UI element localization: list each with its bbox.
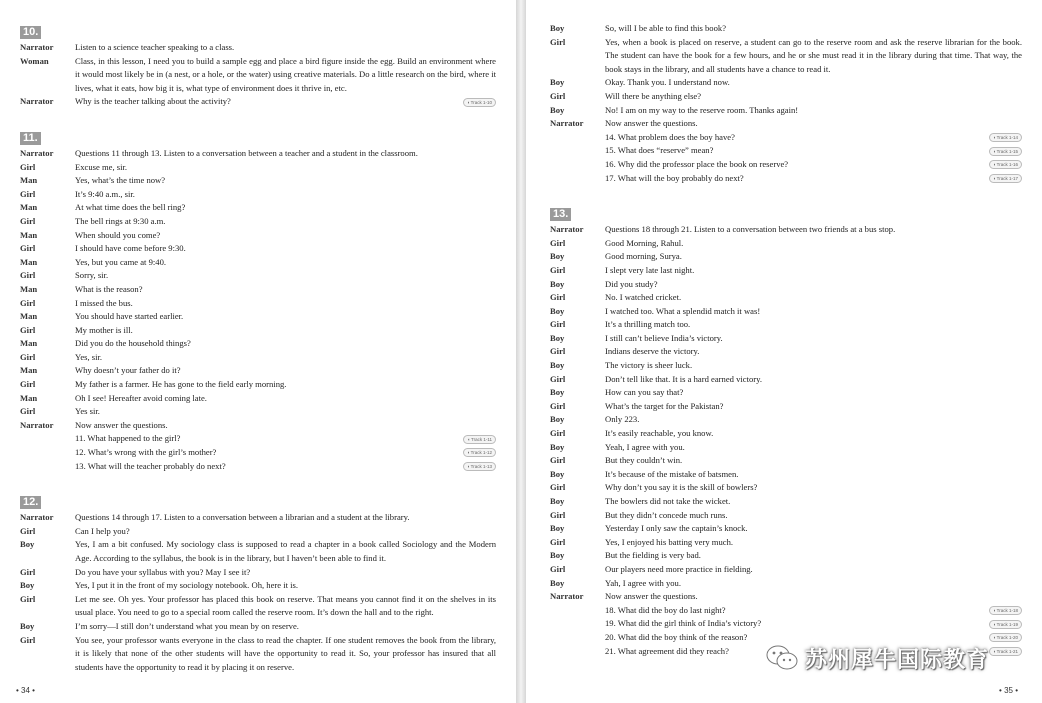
dialogue-text: Yes, sir. — [75, 351, 103, 362]
dialogue-text: No. I watched cricket. — [605, 292, 682, 303]
speaker-label: Narrator — [20, 512, 54, 523]
dialogue-line — [550, 22, 1022, 36]
speaker-label: Girl — [550, 509, 566, 520]
dialogue-line — [550, 577, 1022, 591]
question-text: 19. What did the girl think of India’s victory? — [605, 618, 762, 629]
speaker-label: Man — [20, 202, 38, 213]
speaker-label: Narrator — [20, 96, 54, 107]
speaker-label: Girl — [20, 188, 36, 199]
speaker-label: Girl — [550, 563, 566, 574]
speaker-label: Girl — [550, 90, 566, 101]
speaker-label: Boy — [550, 550, 565, 561]
speaker-label: Girl — [20, 215, 36, 226]
speaker-label: Boy — [550, 441, 565, 452]
dialogue-text: It’s a thrilling match too. — [605, 319, 691, 330]
track-label: Track 1-11 — [470, 436, 492, 442]
question-item — [550, 144, 1022, 158]
transcript-section — [20, 128, 496, 473]
track-badge — [989, 606, 1022, 615]
speaker-label: Man — [20, 338, 38, 349]
dialogue-line — [20, 256, 496, 270]
dialogue-line — [550, 237, 1022, 251]
dialogue-text: But they couldn’t win. — [605, 455, 683, 466]
dialogue-text: Sorry, sir. — [75, 270, 109, 281]
dialogue-line — [20, 364, 496, 378]
dialogue-line — [20, 419, 496, 433]
dialogue-text: I watched too. What a splendid match it was! — [605, 305, 761, 316]
dialogue-line — [20, 310, 496, 324]
dialogue-line — [20, 242, 496, 256]
dialogue-text: I’m sorry—I still don’t understand what you mean by on reserve. — [75, 620, 299, 631]
track-label: Track 1-17 — [996, 175, 1018, 181]
dialogue-text: No! I am on my way to the reserve room. Thanks again! — [605, 104, 799, 115]
dialogue-text: Why doesn’t your father do it? — [75, 365, 181, 376]
dialogue-text: You see, your professor wants everyone in the class to read the chapter. If one student removes the book from the library, it is likely that none of the other students will have the opportunity to read it. So, your professor has insured that all students have the opportunity to read it by placing it on reserve. — [75, 634, 496, 672]
question-text: 16. Why did the professor place the book on reserve? — [605, 158, 789, 169]
speaker-label: Boy — [550, 414, 565, 425]
section-number: 10. — [20, 26, 41, 39]
speaker-label: Girl — [20, 566, 36, 577]
dialogue-text: It’s easily reachable, you know. — [605, 428, 714, 439]
speaker-label: Man — [20, 283, 38, 294]
speaker-label: Boy — [550, 360, 565, 371]
dialogue-line — [20, 620, 496, 634]
audio-icon: ◖ — [992, 648, 996, 654]
dialogue-line — [550, 117, 1022, 131]
speaker-label: Boy — [550, 77, 565, 88]
dialogue-line — [550, 90, 1022, 104]
question-text: 12. What’s wrong with the girl’s mother? — [75, 447, 217, 458]
dialogue-text: What is the reason? — [75, 283, 143, 294]
track-badge — [989, 620, 1022, 629]
dialogue-line — [20, 147, 496, 161]
dialogue-line — [20, 525, 496, 539]
speaker-label: Man — [20, 256, 38, 267]
right-sections — [550, 22, 1022, 658]
speaker-label: Girl — [20, 525, 36, 536]
dialogue-text: The victory is sheer luck. — [605, 360, 693, 371]
page-number: • 35 • — [999, 686, 1018, 695]
track-badge — [989, 133, 1022, 142]
dialogue-line — [550, 522, 1022, 536]
question-item — [550, 158, 1022, 172]
watermark-text: 苏州犀牛国际教育 — [805, 647, 990, 673]
dialogue-line — [20, 634, 496, 675]
dialogue-text: Our players need more practice in fielding. — [605, 563, 753, 574]
left-sections — [20, 22, 496, 674]
dialogue-line — [20, 593, 496, 620]
dialogue-line — [550, 305, 1022, 319]
dialogue-line — [550, 223, 1022, 237]
speaker-label: Girl — [20, 297, 36, 308]
dialogue-line — [20, 41, 496, 55]
dialogue-line — [550, 427, 1022, 441]
audio-icon: ◖ — [992, 148, 996, 154]
speaker-label: Boy — [550, 387, 565, 398]
dialogue-text: When should you come? — [75, 229, 161, 240]
dialogue-line — [20, 215, 496, 229]
track-label: Track 1-16 — [996, 162, 1018, 168]
dialogue-line — [550, 250, 1022, 264]
question-text: 11. What happened to the girl? — [75, 433, 181, 444]
question-item — [20, 446, 496, 460]
track-badge — [989, 647, 1022, 656]
speaker-label: Boy — [20, 620, 35, 631]
dialogue-text: Yesterday I only saw the captain’s knock. — [605, 523, 748, 534]
dialogue-text: My father is a farmer. He has gone to the field early morning. — [75, 379, 287, 390]
speaker-label: Girl — [20, 379, 36, 390]
dialogue-text: It’s because of the mistake of batsmen. — [605, 468, 739, 479]
dialogue-text: Yes sir. — [75, 406, 100, 417]
speaker-label: Boy — [550, 104, 565, 115]
dialogue-line — [20, 201, 496, 215]
dialogue-line — [550, 278, 1022, 292]
dialogue-line — [20, 566, 496, 580]
section-number: 11. — [20, 132, 41, 145]
dialogue-line — [20, 538, 496, 565]
speaker-label: Man — [20, 175, 38, 186]
track-badge — [989, 147, 1022, 156]
dialogue-line — [20, 579, 496, 593]
question-text: 15. What does “reserve” mean? — [605, 145, 714, 156]
audio-icon: ◖ — [992, 621, 996, 627]
speaker-label: Narrator — [20, 42, 54, 52]
speaker-label: Girl — [550, 428, 566, 439]
speaker-label: Girl — [20, 593, 36, 604]
question-item — [550, 617, 1022, 631]
speaker-label: Girl — [20, 243, 36, 254]
dialogue-text: Yes, what’s the time now? — [75, 175, 166, 186]
speaker-label: Narrator — [20, 147, 54, 158]
speaker-label: Girl — [550, 346, 566, 357]
track-label: Track 1-10 — [470, 99, 492, 105]
dialogue-text: I missed the bus. — [75, 297, 133, 308]
dialogue-text: Yes, I put it in the front of my sociology notebook. Oh, here it is. — [75, 580, 299, 591]
speaker-label: Girl — [20, 324, 36, 335]
left-page — [0, 0, 516, 703]
audio-icon: ◖ — [466, 450, 470, 456]
dialogue-line — [550, 76, 1022, 90]
speaker-label: Girl — [550, 237, 566, 248]
track-badge — [463, 435, 496, 444]
dialogue-text: Yes, I am a bit confused. My sociology class is supposed to read a chapter in a book called Sociology and the Modern Age. According to the syllabus, the book is in the library, but I haven’t been able to find it. — [75, 539, 496, 563]
speaker-label: Girl — [20, 634, 36, 645]
dialogue-line — [550, 36, 1022, 77]
speaker-label: Boy — [550, 332, 565, 343]
dialogue-text: Yeah, I agree with you. — [605, 441, 685, 452]
track-badge — [989, 160, 1022, 169]
dialogue-text: I still can’t believe India’s victory. — [605, 332, 723, 343]
dialogue-line — [20, 174, 496, 188]
speaker-label: Man — [20, 311, 38, 322]
speaker-label: Girl — [550, 373, 566, 384]
dialogue-text: Will there be anything else? — [605, 90, 702, 101]
speaker-label: Boy — [20, 580, 35, 591]
dialogue-line — [550, 373, 1022, 387]
dialogue-text: Now answer the questions. — [75, 419, 168, 430]
audio-icon: ◖ — [992, 135, 996, 141]
dialogue-text: Listen to a science teacher speaking to a class. — [75, 42, 235, 52]
section-number: 12. — [20, 496, 41, 509]
dialogue-line — [20, 405, 496, 419]
page-number: • 34 • — [16, 686, 35, 695]
audio-icon: ◖ — [992, 608, 996, 614]
dialogue-text: Excuse me, sir. — [75, 161, 128, 172]
dialogue-line — [20, 337, 496, 351]
dialogue-line — [550, 549, 1022, 563]
speaker-label: Boy — [550, 23, 565, 33]
track-label: Track 1-20 — [996, 635, 1018, 641]
speaker-label: Girl — [550, 36, 566, 47]
dialogue-line — [20, 269, 496, 283]
track-label: Track 1-19 — [996, 621, 1018, 627]
dialogue-text: Questions 14 through 17. Listen to a conversation between a librarian and a student at the library. — [75, 512, 410, 523]
dialogue-line — [550, 441, 1022, 455]
dialogue-line — [20, 229, 496, 243]
question-item — [550, 172, 1022, 186]
transcript-section — [550, 22, 1022, 185]
speaker-label: Girl — [550, 482, 566, 493]
speaker-label: Girl — [550, 400, 566, 411]
speaker-label: Girl — [550, 319, 566, 330]
dialogue-text: Questions 18 through 21. Listen to a conversation between two friends at a bus stop. — [605, 224, 896, 235]
speaker-label: Boy — [20, 539, 35, 550]
dialogue-line — [550, 332, 1022, 346]
dialogue-line — [20, 351, 496, 365]
audio-icon: ◖ — [466, 99, 470, 105]
dialogue-text: Yah, I agree with you. — [605, 577, 681, 588]
dialogue-line — [550, 536, 1022, 550]
speaker-label: Narrator — [20, 419, 54, 430]
speaker-label: Boy — [550, 305, 565, 316]
dialogue-text: Yes, when a book is placed on reserve, a student can go to the reserve room and ask the reserve librarian for the book. The student can have the book for a few hours, and he or she must read it in the library during that time. That way, the book stays in the library, and all students have a chance to read it. — [605, 36, 1022, 74]
track-badge — [989, 633, 1022, 642]
dialogue-text: The bell rings at 9:30 a.m. — [75, 215, 166, 226]
track-badge — [463, 98, 496, 107]
dialogue-text: What’s the target for the Pakistan? — [605, 400, 724, 411]
question-text: 17. What will the boy probably do next? — [605, 172, 744, 183]
dialogue-text: Now answer the questions. — [605, 591, 698, 602]
question-text: 21. What agreement did they reach? — [605, 645, 729, 656]
track-label: Track 1-12 — [470, 450, 492, 456]
dialogue-text: Don’t tell like that. It is a hard earned victory. — [605, 373, 763, 384]
section-number: 13. — [550, 208, 571, 221]
dialogue-line — [550, 264, 1022, 278]
speaker-label: Boy — [550, 278, 565, 289]
dialogue-line — [550, 413, 1022, 427]
dialogue-line — [20, 161, 496, 175]
speaker-label: Narrator — [550, 118, 584, 129]
question-item — [20, 460, 496, 474]
dialogue-line — [20, 188, 496, 202]
speaker-label: Man — [20, 229, 38, 240]
dialogue-line — [20, 297, 496, 311]
dialogue-text: Did you study? — [605, 278, 658, 289]
speaker-label: Man — [20, 365, 38, 376]
dialogue-text: But they didn’t concede much runs. — [605, 509, 728, 520]
dialogue-line — [550, 590, 1022, 604]
dialogue-text: Oh I see! Hereafter avoid coming late. — [75, 392, 207, 403]
track-label: Track 1-14 — [996, 135, 1018, 141]
question-text: 14. What problem does the boy have? — [605, 131, 735, 142]
dialogue-text: Now answer the questions. — [605, 118, 698, 129]
speaker-label: Girl — [20, 270, 36, 281]
dialogue-line — [550, 481, 1022, 495]
dialogue-text: How can you say that? — [605, 387, 684, 398]
dialogue-line — [550, 468, 1022, 482]
dialogue-text: Why is the teacher talking about the activity? — [75, 96, 231, 107]
speaker-label: Boy — [550, 251, 565, 262]
dialogue-text: My mother is ill. — [75, 324, 133, 335]
dialogue-text: Okay. Thank you. I understand now. — [605, 77, 730, 88]
dialogue-text: Good Morning, Rahul. — [605, 237, 684, 248]
dialogue-text: I slept very late last night. — [605, 264, 695, 275]
right-page — [526, 0, 1042, 703]
dialogue-line — [20, 511, 496, 525]
question-text: 18. What did the boy do last night? — [605, 604, 726, 615]
dialogue-text: At what time does the bell ring? — [75, 202, 186, 213]
dialogue-line — [20, 283, 496, 297]
question-item — [20, 432, 496, 446]
transcript-section — [550, 204, 1022, 658]
speaker-label: Girl — [20, 351, 36, 362]
dialogue-line — [550, 495, 1022, 509]
dialogue-text: It’s 9:40 a.m., sir. — [75, 188, 135, 199]
dialogue-line — [20, 378, 496, 392]
speaker-label: Girl — [20, 161, 36, 172]
speaker-label: Narrator — [550, 591, 584, 602]
dialogue-text: Yes, I enjoyed his batting very much. — [605, 536, 734, 547]
speaker-label: Girl — [550, 536, 566, 547]
speaker-label: Narrator — [550, 224, 584, 235]
dialogue-text: You should have started earlier. — [75, 311, 184, 322]
transcript-section — [20, 492, 496, 674]
wechat-icon — [765, 643, 799, 673]
dialogue-text: I should have come before 9:30. — [75, 243, 186, 254]
dialogue-line — [550, 104, 1022, 118]
dialogue-text: Did you do the household things? — [75, 338, 191, 349]
speaker-label: Girl — [20, 406, 36, 417]
dialogue-text: Class, in this lesson, I need you to build a sample egg and place a bird figure inside the egg. Build an environment where it would most likely be in (a nest, or a hole, or the water) using creative materials. Do a little research on the bird, where it lives, what it eats, how big it is, what type of environment does it thrive in, etc. — [75, 55, 496, 93]
dialogue-text: Only 223. — [605, 414, 640, 425]
speaker-label: Woman — [20, 55, 49, 66]
speaker-label: Girl — [550, 292, 566, 303]
dialogue-text: So, will I be able to find this book? — [605, 23, 727, 33]
dialogue-text: Why don’t you say it is the skill of bowlers? — [605, 482, 758, 493]
dialogue-line — [550, 318, 1022, 332]
speaker-label: Girl — [550, 264, 566, 275]
book-gutter — [516, 0, 526, 703]
dialogue-line — [550, 386, 1022, 400]
dialogue-line — [20, 392, 496, 406]
dialogue-text: Questions 11 through 13. Listen to a conversation between a teacher and a student in the classroom. — [75, 147, 418, 158]
dialogue-line — [550, 291, 1022, 305]
question-item — [550, 604, 1022, 618]
dialogue-line — [20, 324, 496, 338]
dialogue-text: But the fielding is very bad. — [605, 550, 701, 561]
audio-icon: ◖ — [466, 463, 470, 469]
dialogue-line — [550, 454, 1022, 468]
track-label: Track 1-21 — [996, 648, 1018, 654]
dialogue-text: Good morning, Surya. — [605, 251, 682, 262]
speaker-label: Man — [20, 392, 38, 403]
track-badge — [463, 448, 496, 457]
speaker-label: Boy — [550, 523, 565, 534]
dialogue-line — [20, 95, 496, 109]
speaker-label: Boy — [550, 577, 565, 588]
dialogue-text: Indians deserve the victory. — [605, 346, 700, 357]
speaker-label: Girl — [550, 455, 566, 466]
question-text: 13. What will the teacher probably do next? — [75, 460, 226, 471]
track-label: Track 1-15 — [996, 148, 1018, 154]
dialogue-line — [550, 563, 1022, 577]
dialogue-line — [550, 345, 1022, 359]
dialogue-text: The bowlers did not take the wicket. — [605, 496, 731, 506]
track-label: Track 1-18 — [996, 608, 1018, 614]
audio-icon: ◖ — [992, 162, 996, 168]
track-badge — [989, 174, 1022, 183]
track-label: Track 1-13 — [470, 463, 492, 469]
dialogue-text: Can I help you? — [75, 525, 130, 536]
track-badge — [463, 462, 496, 471]
dialogue-text: Let me see. Oh yes. Your professor has placed this book on reserve. That means you cannot find it on the shelves in its usual place. You need to go to a special room called the reserve room. It’s down the hall and to the right. — [75, 593, 496, 618]
dialogue-text: Yes, but you came at 9:40. — [75, 256, 167, 267]
dialogue-line — [550, 359, 1022, 373]
question-text: 20. What did the boy think of the reason? — [605, 631, 748, 642]
dialogue-text: Do you have your syllabus with you? May I see it? — [75, 566, 251, 577]
speaker-label: Boy — [550, 468, 565, 479]
audio-icon: ◖ — [992, 175, 996, 181]
audio-icon: ◖ — [467, 436, 470, 442]
dialogue-line — [550, 509, 1022, 523]
watermark — [765, 638, 989, 678]
question-item — [550, 131, 1022, 145]
dialogue-line — [20, 55, 496, 96]
dialogue-line — [550, 400, 1022, 414]
speaker-label: Boy — [550, 496, 565, 506]
transcript-section — [20, 22, 496, 109]
audio-icon: ◖ — [992, 635, 996, 641]
